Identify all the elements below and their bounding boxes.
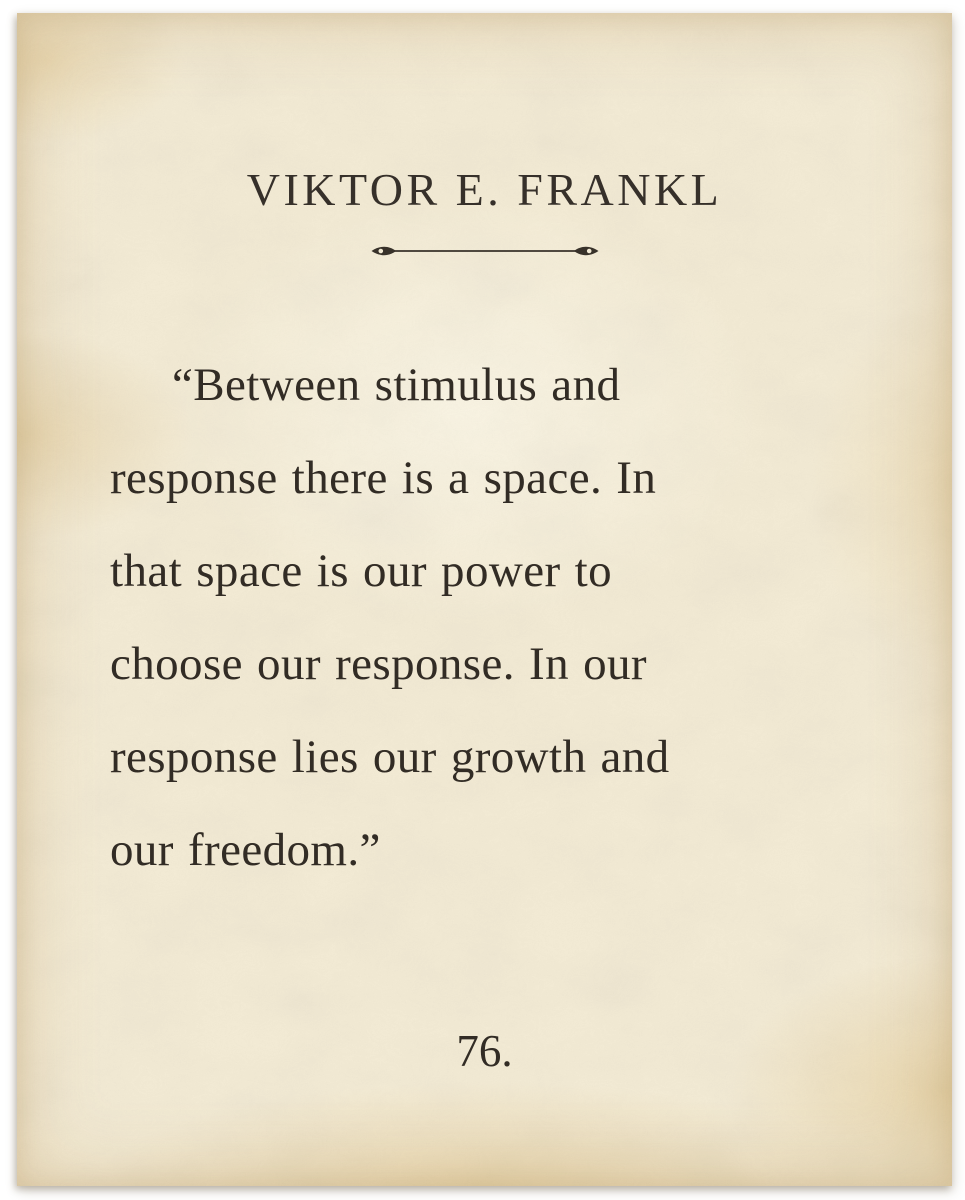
quote-line: that space is our power to xyxy=(110,545,613,597)
parchment-page xyxy=(17,13,952,1186)
quote-line: response there is a space. In xyxy=(110,452,657,504)
quote-line: choose our response. In our xyxy=(110,638,647,690)
author-title: VIKTOR E. FRANKL xyxy=(246,164,723,215)
quote-line: our freedom.” xyxy=(110,824,381,876)
divider-right-ornament-icon xyxy=(574,247,599,255)
divider-left-ornament-icon xyxy=(371,247,396,255)
ornamental-divider xyxy=(17,241,952,261)
quote-line: response lies our growth and xyxy=(110,731,670,783)
quote-text xyxy=(110,339,870,897)
divider-rule-icon xyxy=(369,241,601,261)
page-number: 76. xyxy=(456,1026,513,1076)
quote-line: “Between stimulus and xyxy=(172,359,621,411)
